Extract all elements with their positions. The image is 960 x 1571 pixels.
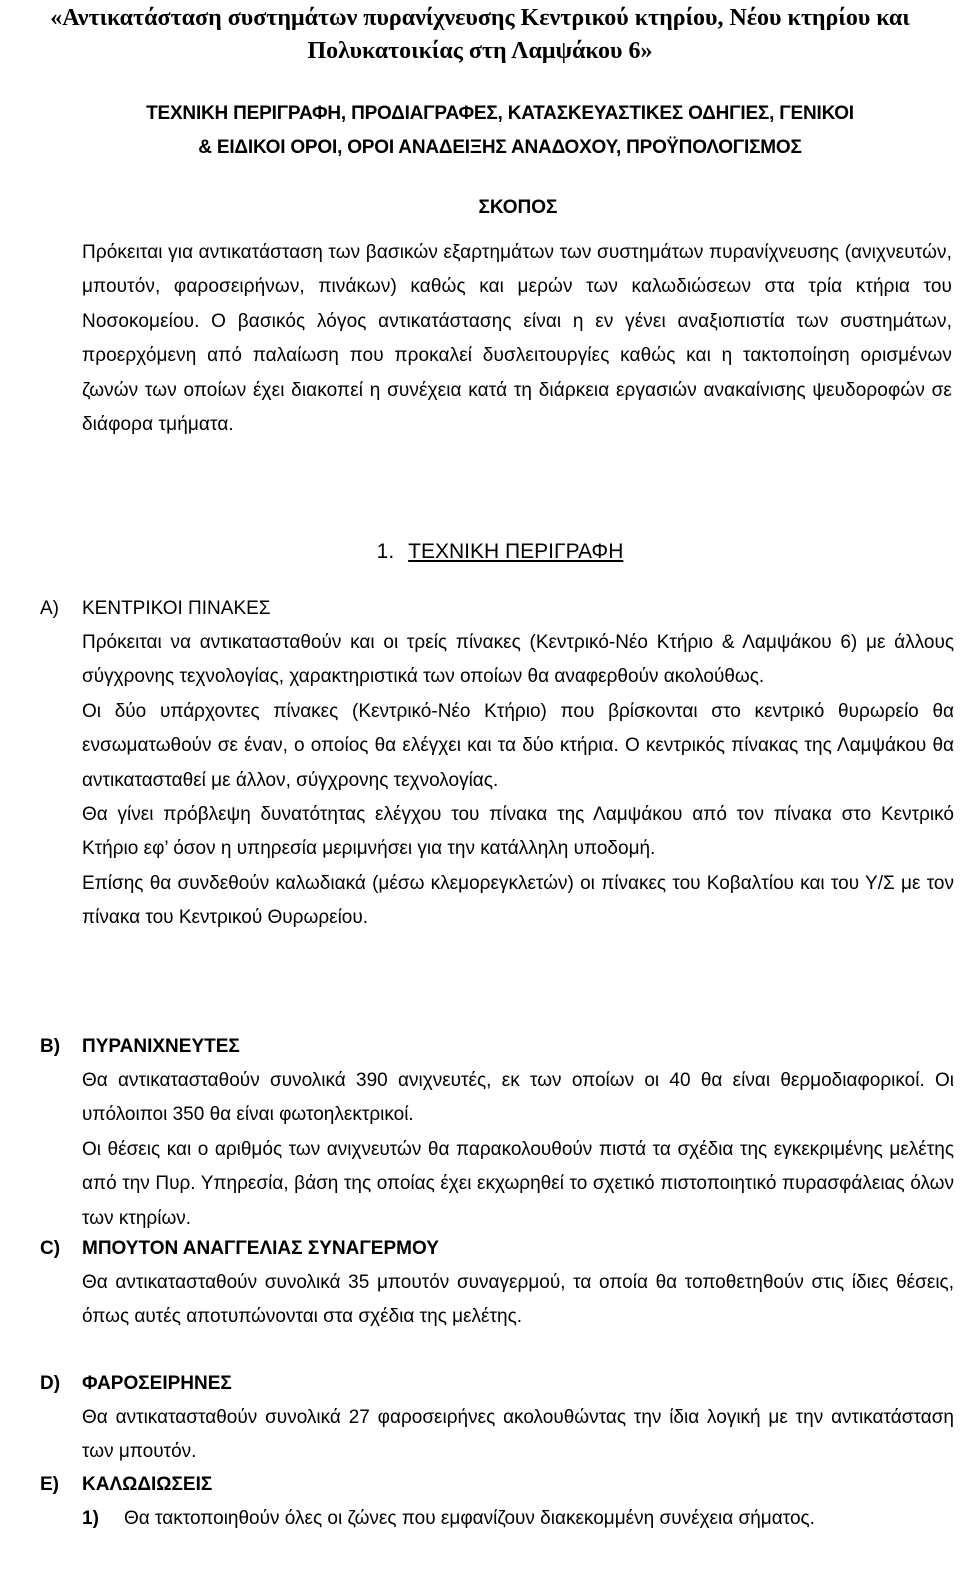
list-item-number: 1) (82, 1508, 99, 1529)
section-b-letter: Β) (40, 1036, 61, 1057)
section-a-letter: Α) (40, 598, 59, 619)
section-1-heading: ΤΕΧΝΙΚΗ ΠΕΡΙΓΡΑΦΗ (408, 540, 624, 563)
document-title: «Αντικατάσταση συστημάτων πυρανίχνευσης Κεντρικού κτηρίου, Νέου κτηρίου και Πολυκατοικίας στη Λαμψάκου 6» (50, 5, 910, 64)
section-c-title: ΜΠΟΥΤΟΝ ΑΝΑΓΓΕΛΙΑΣ ΣΥΝΑΓΕΡΜΟΥ (82, 1238, 439, 1259)
scope-paragraph: Πρόκειται για αντικατάσταση των βασικών εξαρτημάτων των συστημάτων πυρανίχνευσης (ανιχνευτών, μπουτόν, φαροσειρήνων, πινάκων) καθώς και μερών των καλωδιώσεων στα τρία κτήρια του Νοσοκομείου. Ο βασικός λόγος αντικατάστασης είναι η εν γένει αναξιοπιστία των συστημάτων, προερχόμενη από παλαίωση που προκαλεί δυσλειτουργίες καθώς και η τακτοποίηση ορισμένων ζωνών των οποίων έχει διακοπεί η συνέχεια κατά τη διάρκεια εργασιών ανακαίνισης ψευδοροφών σε διάφορα τμήματα. (82, 242, 952, 436)
section-b-title: ΠΥΡΑΝΙΧΝΕΥΤΕΣ (82, 1036, 240, 1057)
section-a (40, 592, 954, 936)
scope-heading: ΣΚΟΠΟΣ (478, 197, 558, 218)
section-d-heading (40, 1367, 954, 1401)
section-1-title (0, 535, 960, 569)
section-c-letter: C) (40, 1238, 61, 1259)
section-a-body (82, 626, 954, 936)
section-b (40, 1030, 954, 1236)
section-a-title: ΚΕΝΤΡΙΚΟΙ ΠΙΝΑΚΕΣ (82, 598, 271, 619)
section-e-letter: E) (40, 1474, 59, 1495)
section-c-heading (40, 1232, 954, 1266)
section-e-heading (40, 1468, 954, 1502)
section-e-list-item-1 (82, 1502, 954, 1536)
section-d-paragraph-1: Θα αντικατασταθούν συνολικά 27 φαροσειρήνες ακολουθώντας την ίδια λογική με την αντικατάσταση των μπουτόν. (82, 1407, 954, 1463)
section-c-body (82, 1266, 954, 1335)
section-d-body (82, 1401, 954, 1470)
section-d (40, 1367, 954, 1470)
subtitle-line-1: ΤΕΧΝΙΚΗ ΠΕΡΙΓΡΑΦΗ, ΠΡΟΔΙΑΓΡΑΦΕΣ, ΚΑΤΑΣΚΕΥΑΣΤΙΚΕΣ ΟΔΗΓΙΕΣ, ΓΕΝΙΚΟΙ (146, 103, 854, 124)
section-e (40, 1468, 954, 1536)
section-d-letter: D) (40, 1373, 61, 1394)
document-subtitle (60, 97, 940, 165)
subtitle-line-2: & ΕΙΔΙΚΟΙ ΟΡΟΙ, ΟΡΟΙ ΑΝΑΔΕΙΞΗΣ ΑΝΑΔΟΧΟΥ, ΠΡΟΫΠΟΛΟΓΙΣΜΟΣ (198, 137, 802, 158)
section-e-title: ΚΑΛΩΔΙΩΣΕΙΣ (82, 1474, 213, 1495)
section-d-title: ΦΑΡΟΣΕΙΡΗΝΕΣ (82, 1373, 232, 1394)
section-c-paragraph-1: Θα αντικατασταθούν συνολικά 35 μπουτόν συναγερμού, τα οποία θα τοποθετηθούν στις ίδιες θέσεις, όπως αυτές αποτυπώνονται στα σχέδια της μελέτης. (82, 1272, 954, 1328)
section-b-heading (40, 1030, 954, 1064)
section-a-heading (40, 592, 954, 626)
section-b-paragraph-2: Οι θέσεις και ο αριθμός των ανιχνευτών θα παρακολουθούν πιστά τα σχέδια της εγκεκριμένης μελέτης από την Πυρ. Υπηρεσία, βάση της οποίας έχει εκχωρηθεί το σχετικό πιστοποιητικό πυρασφάλειας όλων των κτηρίων. (82, 1138, 954, 1229)
section-a-paragraph-2: Οι δύο υπάρχοντες πίνακες (Κεντρικό-Νέο Κτήριο) που βρίσκονται στο κεντρικό θυρωρείο θα ενσωματωθούν σε έναν, ο οποίος θα ελέγχει και τα δύο κτήρια. Ο κεντρικός πίνακας της Λαμψάκου θα αντικατασταθεί με άλλον, σύγχρονης τεχνολογίας. (82, 700, 954, 791)
list-item-text: Θα τακτοποιηθούν όλες οι ζώνες που εμφανίζουν διακεκομμένη συνέχεια σήματος. (124, 1508, 815, 1529)
section-a-paragraph-3: Θα γίνει πρόβλεψη δυνατότητας ελέγχου του πίνακα της Λαμψάκου από τον πίνακα στο Κεντρικό Κτήριο εφ’ όσον η υπηρεσία μεριμνήσει για την κατάλληλη υποδομή. (82, 804, 954, 860)
section-a-paragraph-1: Πρόκειται να αντικατασταθούν και οι τρείς πίνακες (Κεντρικό-Νέο Κτήριο & Λαμψάκου 6) με άλλους σύγχρονης τεχνολογίας, χαρακτηριστικά των οποίων θα αναφερθούν ακολούθως. (82, 632, 954, 688)
section-a-paragraph-4: Επίσης θα συνδεθούν καλωδιακά (μέσω κλεμορεγκλετών) οι πίνακες του Κοβαλτίου και του Υ/Σ με τον πίνακα του Κεντρικού Θυρωρείου. (82, 872, 954, 929)
section-1-number: 1. (376, 540, 395, 563)
section-b-body (82, 1064, 954, 1236)
section-c (40, 1232, 954, 1335)
section-b-paragraph-1: Θα αντικατασταθούν συνολικά 390 ανιχνευτές, εκ των οποίων οι 40 θα είναι θερμοδιαφορικοί. Οι υπόλοιποι 350 θα είναι φωτοηλεκτρικοί. (82, 1070, 954, 1126)
